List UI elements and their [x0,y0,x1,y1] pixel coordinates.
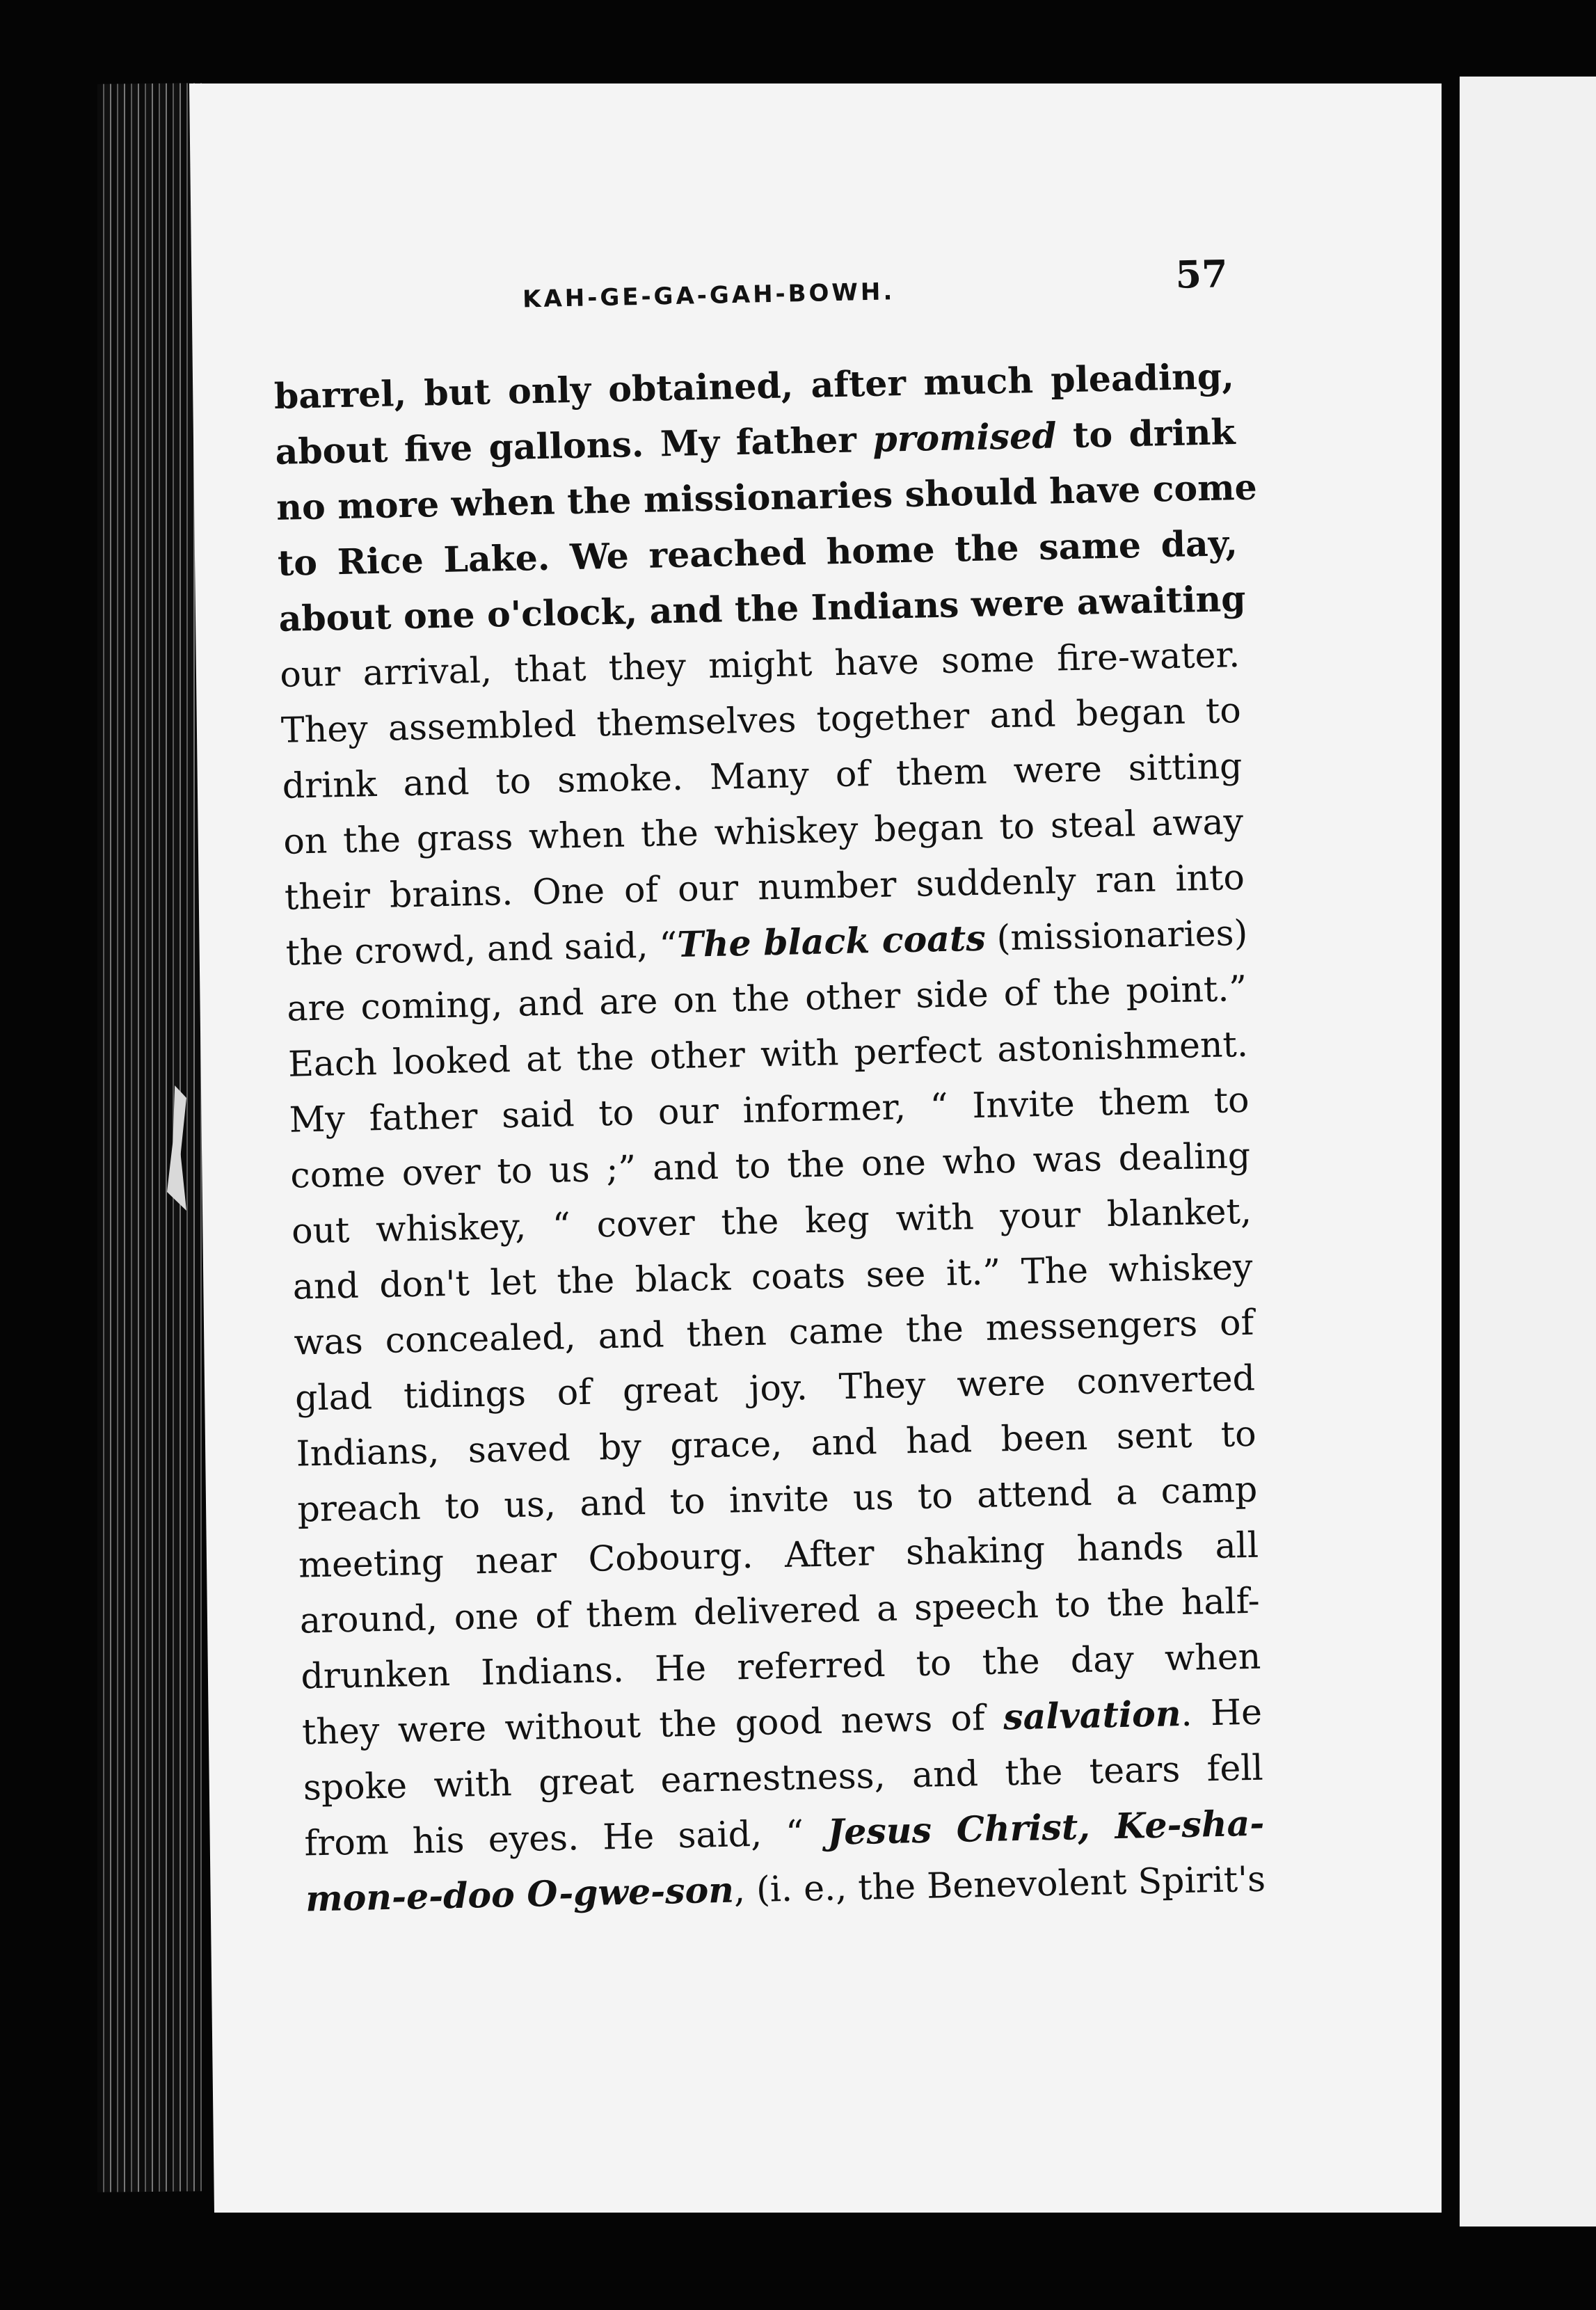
text-segment: spoke with great earnestness, and the tears fell [303,1746,1264,1808]
text-segment: (missionaries) [985,911,1248,959]
text-segment: was concealed, and then came the messengers of [293,1301,1254,1363]
text-segment: from his eyes. He said, “ [303,1811,828,1864]
text-segment: no more when the missionaries should have come [276,466,1258,528]
text-segment: around, one of them delivered a speech to the half- [299,1579,1261,1641]
text-segment: My father said to our informer, “ Invite them to [289,1078,1250,1140]
text-segment: . He [1180,1691,1263,1735]
text-segment: out whiskey, “ cover the keg with your blanket, [291,1190,1252,1252]
italic-phrase: The black coats [676,917,987,965]
italic-phrase: salvation [1003,1693,1182,1738]
text-segment: our arrival, that they might have some fire-water. [279,633,1240,695]
body-text [273,349,1266,1927]
text-segment: the crowd, and said, “ [285,924,678,973]
text-segment: and don't let the black coats see it.” The whiskey [292,1245,1254,1307]
running-head: KAH-GE-GA-GAH-BOWH. [522,278,895,314]
italic-phrase: mon-e-doo O-gwe-son [305,1869,735,1920]
italic-phrase: promised [872,415,1058,460]
text-segment: come over to us ;” and to the one who was dealing [289,1134,1251,1196]
page-number: 57 [1174,251,1229,297]
page-content [271,244,1266,1927]
italic-phrase: Jesus Christ, Ke-sha- [827,1802,1265,1853]
text-segment: to drink [1055,411,1236,456]
text-segment: barrel, but only obtained, after much pleading, [273,356,1235,417]
text-segment: are coming, and are on the other side of the point.” [286,967,1247,1029]
text-segment: glad tidings of great joy. They were converted [294,1357,1256,1419]
text-segment: they were without the good news of [301,1696,1004,1753]
book-page-edges [97,83,202,2192]
text-segment: preach to us, and to invite us to attend a camp [296,1468,1258,1530]
text-segment: drunken Indians. He referred to the day when [300,1635,1261,1697]
text-segment: to Rice Lake. We reached home the same day, [277,523,1238,584]
text-segment: meeting near Cobourg. After shaking hands all [298,1524,1259,1586]
text-segment: their brains. One of our number suddenly ran into [284,856,1245,918]
text-segment: about one o'clock, and the Indians were awaiting [278,578,1247,639]
text-segment: , (i. e., the Benevolent Spirit's [733,1858,1266,1911]
text-segment: Indians, saved by grace, and had been sent to [296,1412,1257,1474]
book-gutter [1442,77,1460,2227]
facing-page [1460,77,1596,2227]
text-segment: They assembled themselves together and began to [280,689,1242,751]
text-segment: on the grass when the whiskey began to steal away [282,800,1244,862]
text-segment: drink and to smoke. Many of them were sitting [282,744,1243,806]
text-segment: about five gallons. My father [275,418,874,472]
text-segment: Each looked at the other with perfect astonishment. [287,1023,1249,1085]
